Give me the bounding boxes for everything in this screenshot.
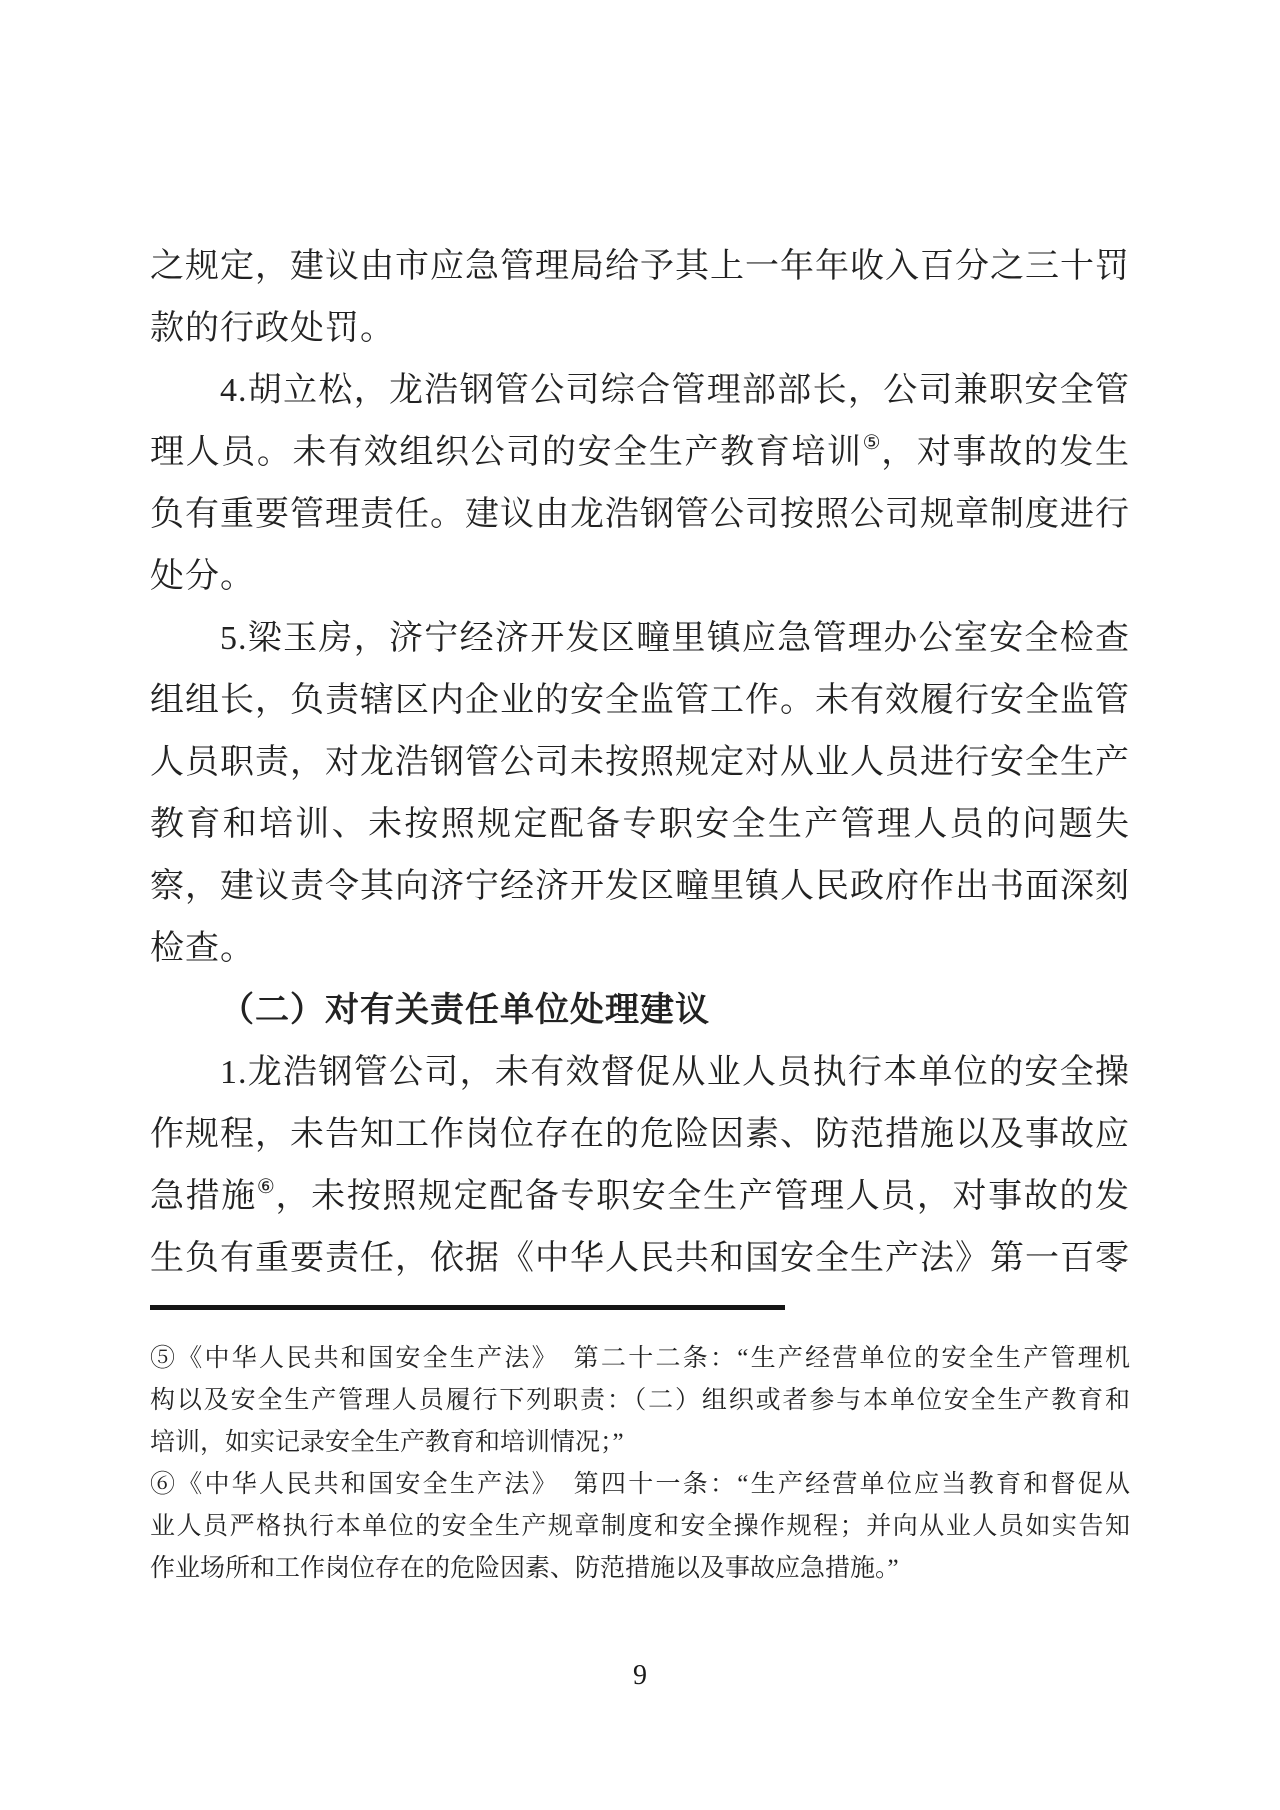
text-segment: 组组长，负责辖区内企业的安全监管工作。未有效履行安全监管 xyxy=(150,682,1130,719)
footnote-line xyxy=(150,1548,1130,1590)
body-line xyxy=(150,546,1130,608)
footnote-ref-5: ⑤ xyxy=(862,432,882,454)
text-segment: 急措施 xyxy=(150,1178,257,1215)
text-segment: ⑥《中华人民共和国安全生产法》 第四十一条：“生产经营单位应当教育和督促从 xyxy=(150,1471,1130,1498)
footnotes xyxy=(150,1338,1130,1590)
body-line xyxy=(150,1042,1130,1104)
body-line xyxy=(150,856,1130,918)
text-segment: 教育和培训、未按照规定配备专职安全生产管理人员的问题失 xyxy=(150,806,1130,843)
text-segment: （二）对有关责任单位处理建议 xyxy=(220,992,710,1029)
text-segment: 5.梁玉房，济宁经济开发区疃里镇应急管理办公室安全检查 xyxy=(220,620,1130,657)
body-line xyxy=(150,236,1130,298)
footnote-separator xyxy=(150,1305,785,1310)
body-line xyxy=(150,298,1130,360)
body-line xyxy=(150,794,1130,856)
footnote-line xyxy=(150,1506,1130,1548)
text-segment: 作业场所和工作岗位存在的危险因素、防范措施以及事故应急措施。” xyxy=(150,1555,899,1582)
text-segment: 处分。 xyxy=(150,558,255,595)
body-line xyxy=(150,1166,1130,1228)
footnote-line xyxy=(150,1464,1130,1506)
text-segment: 检查。 xyxy=(150,930,255,967)
text-segment: 构以及安全生产管理人员履行下列职责：（二）组织或者参与本单位安全生产教育和 xyxy=(150,1387,1130,1414)
body-line xyxy=(150,360,1130,422)
body-line xyxy=(150,1104,1130,1166)
body-text xyxy=(150,236,1130,1290)
text-segment: 款的行政处罚。 xyxy=(150,310,395,347)
body-line xyxy=(150,1228,1130,1290)
body-line xyxy=(150,670,1130,732)
text-segment: 4.胡立松，龙浩钢管公司综合管理部部长，公司兼职安全管 xyxy=(220,372,1130,409)
text-segment: 作规程，未告知工作岗位存在的危险因素、防范措施以及事故应 xyxy=(150,1116,1130,1153)
text-segment: 负有重要管理责任。建议由龙浩钢管公司按照公司规章制度进行 xyxy=(150,496,1130,533)
text-segment: 业人员严格执行本单位的安全生产规章制度和安全操作规程；并向从业人员如实告知 xyxy=(150,1513,1130,1540)
text-segment: 察，建议责令其向济宁经济开发区疃里镇人民政府作出书面深刻 xyxy=(150,868,1130,905)
section-heading xyxy=(150,980,1130,1042)
body-line xyxy=(150,608,1130,670)
footnote-ref-6: ⑥ xyxy=(256,1176,276,1198)
text-segment: ⑤《中华人民共和国安全生产法》 第二十二条：“生产经营单位的安全生产管理机 xyxy=(150,1345,1130,1372)
footnote-line xyxy=(150,1380,1130,1422)
text-segment: 人员职责，对龙浩钢管公司未按照规定对从业人员进行安全生产 xyxy=(150,744,1130,781)
text-segment: ，对事故的发生 xyxy=(881,434,1130,471)
body-line xyxy=(150,422,1130,484)
body-line xyxy=(150,918,1130,980)
page-number: 9 xyxy=(633,1660,647,1691)
text-segment: 理人员。未有效组织公司的安全生产教育培训 xyxy=(150,434,863,471)
text-segment: 培训，如实记录安全生产教育和培训情况；” xyxy=(150,1429,624,1456)
footnote-line xyxy=(150,1338,1130,1380)
text-segment: ，未按照规定配备专职安全生产管理人员，对事故的发 xyxy=(275,1178,1131,1215)
text-segment: 1.龙浩钢管公司，未有效督促从业人员执行本单位的安全操 xyxy=(220,1054,1130,1091)
text-segment: 生负有重要责任，依据《中华人民共和国安全生产法》第一百零 xyxy=(150,1240,1130,1277)
text-segment: 之规定，建议由市应急管理局给予其上一年年收入百分之三十罚 xyxy=(150,248,1130,285)
footnote-line xyxy=(150,1422,1130,1464)
body-line xyxy=(150,732,1130,794)
body-line xyxy=(150,484,1130,546)
